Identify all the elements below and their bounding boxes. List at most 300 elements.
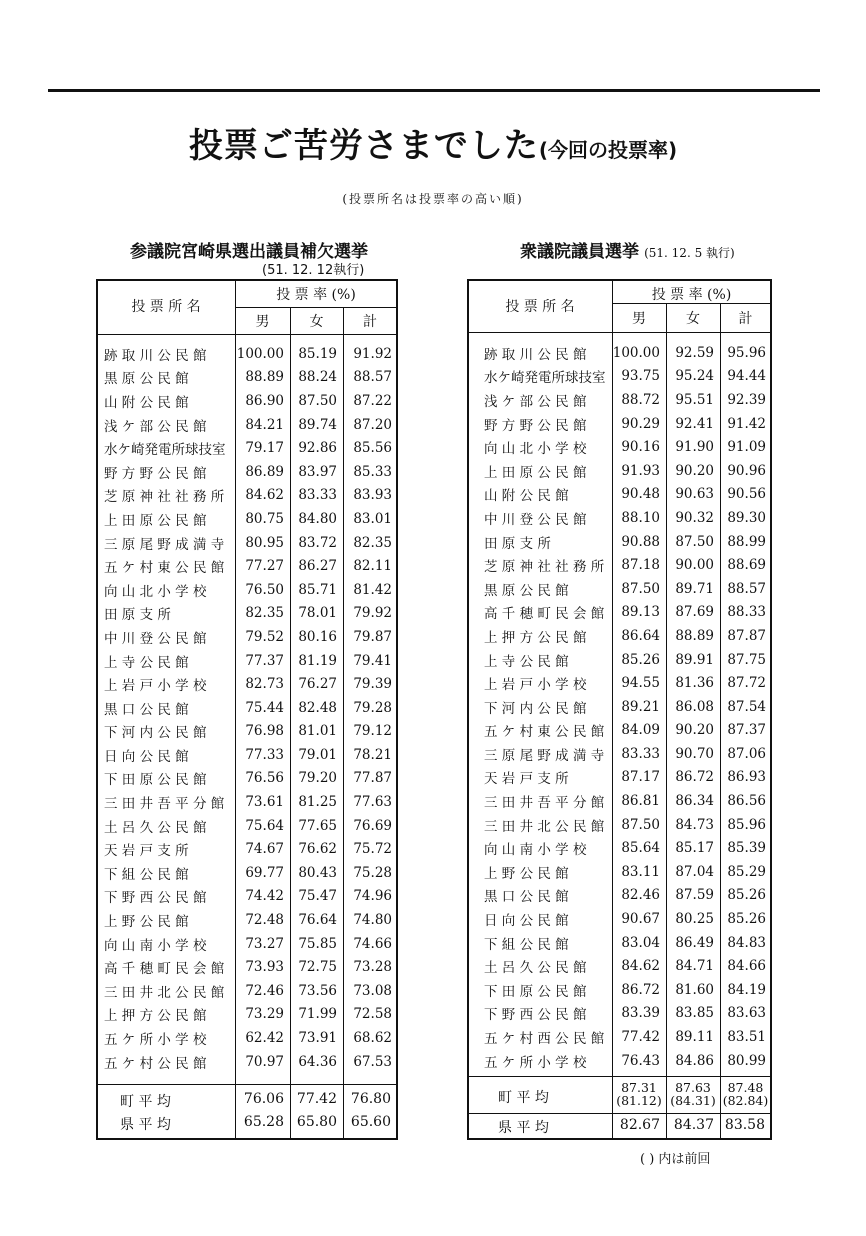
total-rate: 74.96 — [353, 888, 392, 905]
table-row — [484, 860, 772, 884]
polling-place: 浅 ケ 部 公 民 館 — [484, 393, 587, 410]
female-rate: 90.20 — [675, 462, 714, 479]
page-title — [0, 118, 866, 167]
female-rate: 81.19 — [298, 652, 337, 669]
polling-place: 上 野 公 民 館 — [484, 865, 569, 882]
male-rate: 83.11 — [621, 863, 660, 880]
total-rate: 84.66 — [727, 958, 766, 975]
right-election-date: (51. 12. 5 執行) — [644, 246, 735, 260]
footnote: ( ) 内は前回 — [640, 1152, 711, 1167]
male-rate: 82.73 — [245, 676, 284, 693]
total-rate: 95.96 — [727, 344, 766, 361]
total-rate: 79.92 — [353, 605, 392, 622]
polling-place: 田 原 支 所 — [484, 535, 551, 552]
polling-place: 上 寺 公 民 館 — [484, 653, 569, 670]
polling-place: 三 田 井 北 公 民 館 — [104, 984, 225, 1001]
total-rate: 85.56 — [353, 440, 392, 457]
table-row — [484, 412, 772, 436]
female-rate: 77.65 — [298, 817, 337, 834]
total-rate: 79.87 — [353, 628, 392, 645]
polling-place: 五 ケ 所 小 学 校 — [104, 1032, 207, 1049]
male-rate: 86.90 — [245, 392, 284, 409]
female-rate: 87.50 — [298, 392, 337, 409]
female-rate: 76.62 — [298, 841, 337, 858]
male-rate: 77.42 — [621, 1029, 660, 1046]
male-rate: 77.37 — [245, 652, 284, 669]
female-rate: 81.01 — [298, 723, 337, 740]
total-rate: 75.72 — [353, 841, 392, 858]
polling-place: 上 寺 公 民 館 — [104, 654, 189, 671]
table-row — [104, 837, 398, 861]
right-pref-avg-f: 84.37 — [673, 1117, 714, 1133]
polling-place: 下 河 内 公 民 館 — [484, 700, 587, 717]
total-rate: 78.21 — [353, 746, 392, 763]
table-row — [484, 836, 772, 860]
polling-place: 日 向 公 民 館 — [104, 748, 189, 765]
female-rate: 85.17 — [675, 840, 714, 857]
total-rate: 83.63 — [727, 1005, 766, 1022]
table-row — [484, 954, 772, 978]
polling-place: 中 川 登 公 民 館 — [484, 511, 587, 528]
polling-place: 高 千 穂 町 民 会 館 — [484, 606, 605, 623]
total-rate: 90.56 — [727, 486, 766, 503]
total-rate: 91.92 — [353, 345, 392, 362]
right-town-avg-f-now: 87.63 — [675, 1080, 711, 1095]
female-rate: 85.71 — [298, 581, 337, 598]
left-pref-avg-m: 65.28 — [243, 1114, 284, 1130]
table-row — [484, 459, 772, 483]
polling-place: 田 原 支 所 — [104, 607, 171, 624]
female-rate: 88.24 — [298, 369, 337, 386]
male-rate: 84.21 — [245, 416, 284, 433]
polling-place: 五 ケ 村 公 民 館 — [104, 1055, 207, 1072]
female-rate: 83.72 — [298, 534, 337, 551]
table-row — [484, 719, 772, 743]
male-rate: 87.18 — [621, 557, 660, 574]
female-rate: 95.24 — [675, 368, 714, 385]
total-rate: 72.58 — [353, 1006, 392, 1023]
total-rate: 91.09 — [727, 439, 766, 456]
polling-place: 黒 口 公 民 館 — [484, 889, 569, 906]
polling-place: 上 岩 戸 小 学 校 — [484, 677, 587, 694]
total-rate: 79.12 — [353, 723, 392, 740]
male-rate: 79.17 — [245, 440, 284, 457]
male-rate: 84.62 — [245, 487, 284, 504]
female-rate: 84.86 — [675, 1052, 714, 1069]
total-rate: 79.41 — [353, 652, 392, 669]
table-row — [104, 861, 398, 885]
male-rate: 82.46 — [621, 887, 660, 904]
male-rate: 86.72 — [621, 981, 660, 998]
total-rate: 82.11 — [353, 558, 392, 575]
male-rate: 86.81 — [621, 793, 660, 810]
total-rate: 85.29 — [727, 863, 766, 880]
polling-place: 下 野 西 公 民 館 — [104, 890, 207, 907]
male-rate: 90.16 — [621, 439, 660, 456]
table-row — [104, 743, 398, 767]
table-row — [484, 601, 772, 625]
total-rate: 67.53 — [353, 1053, 392, 1070]
male-rate: 75.44 — [245, 699, 284, 716]
table-row — [104, 436, 398, 460]
table-row — [104, 1050, 398, 1074]
total-rate: 80.99 — [727, 1052, 766, 1069]
female-rate: 79.20 — [298, 770, 337, 787]
total-rate: 90.96 — [727, 462, 766, 479]
right-town-avg-m-now: 87.31 — [621, 1080, 657, 1095]
polling-place: 三 原 尾 野 成 満 寺 — [484, 747, 605, 764]
total-rate: 73.08 — [353, 982, 392, 999]
left-town-avg-m: 76.06 — [243, 1091, 284, 1107]
male-rate: 74.42 — [245, 888, 284, 905]
female-rate: 88.89 — [675, 627, 714, 644]
female-rate: 76.64 — [298, 912, 337, 929]
table-row — [484, 341, 772, 365]
table-row — [484, 1025, 772, 1049]
total-rate: 87.37 — [727, 722, 766, 739]
female-rate: 91.90 — [675, 439, 714, 456]
polling-place: 五 ケ 村 東 公 民 館 — [104, 560, 225, 577]
table-row — [104, 625, 398, 649]
polling-place: 黒 原 公 民 館 — [104, 371, 189, 388]
left-header-bottom — [97, 334, 397, 335]
polling-place: 浅 ケ 部 公 民 館 — [104, 418, 207, 435]
total-rate: 87.72 — [727, 675, 766, 692]
male-rate: 76.98 — [245, 723, 284, 740]
polling-place: 下 田 原 公 民 館 — [484, 983, 587, 1000]
total-rate: 87.54 — [727, 698, 766, 715]
table-row — [104, 531, 398, 555]
male-rate: 77.33 — [245, 746, 284, 763]
table-row — [484, 789, 772, 813]
male-rate: 84.62 — [621, 958, 660, 975]
male-rate: 76.56 — [245, 770, 284, 787]
table-row — [484, 388, 772, 412]
right-footer-top — [468, 1076, 771, 1077]
table-row — [104, 602, 398, 626]
polling-place: 上 岩 戸 小 学 校 — [104, 678, 207, 695]
polling-place: 高 千 穂 町 民 会 館 — [104, 961, 225, 978]
male-rate: 82.35 — [245, 605, 284, 622]
male-rate: 80.75 — [245, 510, 284, 527]
polling-place: 向 山 北 小 学 校 — [104, 583, 207, 600]
male-rate: 62.42 — [245, 1030, 284, 1047]
female-rate: 86.49 — [675, 934, 714, 951]
male-rate: 91.93 — [621, 462, 660, 479]
male-rate: 90.88 — [621, 533, 660, 550]
male-rate: 70.97 — [245, 1053, 284, 1070]
polling-place: 土 呂 久 公 民 館 — [484, 960, 587, 977]
male-rate: 100.00 — [612, 344, 660, 361]
polling-place: 山 附 公 民 館 — [484, 488, 569, 505]
total-rate: 79.28 — [353, 699, 392, 716]
polling-place: 上 田 原 公 民 館 — [104, 512, 207, 529]
table-row — [104, 484, 398, 508]
left-header-total: 計 — [363, 314, 377, 330]
female-rate: 80.25 — [675, 911, 714, 928]
polling-place: 芝 原 神 社 社 務 所 — [104, 489, 225, 506]
total-rate: 85.96 — [727, 816, 766, 833]
female-rate: 80.16 — [298, 628, 337, 645]
male-rate: 90.29 — [621, 415, 660, 432]
table-row — [104, 460, 398, 484]
male-rate: 85.64 — [621, 840, 660, 857]
female-rate: 84.71 — [675, 958, 714, 975]
table-row — [484, 435, 772, 459]
total-rate: 94.44 — [727, 368, 766, 385]
male-rate: 100.00 — [236, 345, 284, 362]
polling-place: 黒 原 公 民 館 — [484, 582, 569, 599]
total-rate: 82.35 — [353, 534, 392, 551]
male-rate: 76.43 — [621, 1052, 660, 1069]
total-rate: 77.87 — [353, 770, 392, 787]
male-rate: 83.39 — [621, 1005, 660, 1022]
table-row — [104, 790, 398, 814]
polling-place: 向 山 南 小 学 校 — [484, 842, 587, 859]
left-town-avg-f: 77.42 — [296, 1091, 337, 1107]
female-rate: 72.75 — [298, 959, 337, 976]
male-rate: 72.48 — [245, 912, 284, 929]
table-row — [484, 553, 772, 577]
polling-place: 下 組 公 民 館 — [104, 866, 189, 883]
female-rate: 75.47 — [298, 888, 337, 905]
table-row — [104, 342, 398, 366]
total-rate: 85.39 — [727, 840, 766, 857]
left-header-male: 男 — [255, 314, 270, 330]
table-row — [484, 884, 772, 908]
total-rate: 81.42 — [353, 581, 392, 598]
table-row — [484, 1049, 772, 1073]
male-rate: 73.93 — [245, 959, 284, 976]
table-row — [484, 742, 772, 766]
male-rate: 73.61 — [245, 794, 284, 811]
female-rate: 92.41 — [675, 415, 714, 432]
female-rate: 84.80 — [298, 510, 337, 527]
male-rate: 89.21 — [621, 698, 660, 715]
right-town-avg-f — [666, 1081, 720, 1107]
table-row — [104, 554, 398, 578]
total-rate: 88.33 — [727, 604, 766, 621]
polling-place: 下 河 内 公 民 館 — [104, 725, 207, 742]
male-rate: 88.72 — [621, 391, 660, 408]
female-rate: 90.63 — [675, 486, 714, 503]
female-rate: 83.33 — [298, 487, 337, 504]
female-rate: 81.25 — [298, 794, 337, 811]
female-rate: 90.70 — [675, 745, 714, 762]
male-rate: 72.46 — [245, 982, 284, 999]
male-rate: 83.33 — [621, 745, 660, 762]
total-rate: 77.63 — [353, 794, 392, 811]
title-main: 投票ご苦労さまでした — [188, 126, 539, 166]
table-row — [484, 671, 772, 695]
total-rate: 83.51 — [727, 1029, 766, 1046]
left-header-rate: 投 票 率 (%) — [276, 287, 356, 303]
right-header-rate: 投 票 率 (%) — [651, 287, 732, 303]
total-rate: 83.93 — [353, 487, 392, 504]
polling-place: 下 野 西 公 民 館 — [484, 1007, 587, 1024]
polling-place: 山 附 公 民 館 — [104, 394, 189, 411]
total-rate: 87.87 — [727, 627, 766, 644]
male-rate: 79.52 — [245, 628, 284, 645]
polling-place: 天 岩 戸 支 所 — [104, 843, 189, 860]
table-row — [484, 695, 772, 719]
right-election-title — [520, 237, 735, 262]
polling-place: 五 ケ 所 小 学 校 — [484, 1054, 587, 1071]
table-row — [484, 577, 772, 601]
polling-place: 上 田 原 公 民 館 — [484, 464, 587, 481]
table-row — [104, 672, 398, 696]
female-rate: 89.74 — [298, 416, 337, 433]
right-town-avg-f-prev: (84.31) — [670, 1093, 716, 1108]
right-town-avg-label: 町 平 均 — [498, 1090, 549, 1106]
total-rate: 86.93 — [727, 769, 766, 786]
right-town-avg-t — [720, 1081, 771, 1107]
polling-place: 土 呂 久 公 民 館 — [104, 819, 207, 836]
right-header-total: 計 — [738, 311, 753, 327]
total-rate: 88.57 — [727, 580, 766, 597]
female-rate: 78.01 — [298, 605, 337, 622]
left-town-avg-t: 76.80 — [350, 1091, 391, 1107]
male-rate: 80.95 — [245, 534, 284, 551]
female-rate: 90.32 — [675, 509, 714, 526]
total-rate: 74.66 — [353, 935, 392, 952]
table-row — [484, 766, 772, 790]
polling-place: 三 田 井 北 公 民 館 — [484, 818, 605, 835]
male-rate: 69.77 — [245, 864, 284, 881]
female-rate: 87.59 — [675, 887, 714, 904]
female-rate: 86.27 — [298, 558, 337, 575]
table-row — [104, 814, 398, 838]
male-rate: 87.17 — [621, 769, 660, 786]
total-rate: 91.42 — [727, 415, 766, 432]
total-rate: 76.69 — [353, 817, 392, 834]
male-rate: 86.89 — [245, 463, 284, 480]
polling-place: 日 向 公 民 館 — [484, 913, 569, 930]
male-rate: 86.64 — [621, 627, 660, 644]
male-rate: 90.48 — [621, 486, 660, 503]
table-row — [484, 506, 772, 530]
table-row — [484, 978, 772, 1002]
male-rate: 87.50 — [621, 580, 660, 597]
table-row — [484, 365, 772, 389]
female-rate: 83.85 — [675, 1005, 714, 1022]
polling-place: 水ケ崎発電所球技室 — [484, 370, 606, 387]
polling-place: 水ケ崎発電所球技室 — [104, 442, 226, 459]
total-rate: 87.75 — [727, 651, 766, 668]
table-row — [104, 578, 398, 602]
right-header-place: 投 票 所 名 — [505, 299, 575, 315]
total-rate: 73.28 — [353, 959, 392, 976]
left-title-text: 参議院宮崎県選出議員補欠選挙 — [130, 242, 368, 262]
female-rate: 89.11 — [675, 1029, 714, 1046]
table-row — [104, 649, 398, 673]
table-row — [104, 389, 398, 413]
right-pref-avg-label: 県 平 均 — [498, 1120, 549, 1136]
female-rate: 92.59 — [675, 344, 714, 361]
polling-place: 三 原 尾 野 成 満 寺 — [104, 536, 225, 553]
male-rate: 89.13 — [621, 604, 660, 621]
total-rate: 84.19 — [727, 981, 766, 998]
male-rate: 76.50 — [245, 581, 284, 598]
table-row — [104, 955, 398, 979]
polling-place: 天 岩 戸 支 所 — [484, 771, 569, 788]
right-pref-avg-m: 82.67 — [619, 1117, 660, 1133]
table-row — [104, 696, 398, 720]
female-rate: 71.99 — [298, 1006, 337, 1023]
female-rate: 75.85 — [298, 935, 337, 952]
right-town-avg-t-prev: (82.84) — [722, 1093, 769, 1108]
polling-place: 上 押 方 公 民 館 — [484, 629, 587, 646]
total-rate: 79.39 — [353, 676, 392, 693]
total-rate: 85.26 — [727, 911, 766, 928]
female-rate: 84.73 — [675, 816, 714, 833]
sort-note: (投票所名は投票率の高い順) — [342, 192, 524, 206]
male-rate: 74.67 — [245, 841, 284, 858]
female-rate: 73.91 — [298, 1030, 337, 1047]
male-rate: 83.04 — [621, 934, 660, 951]
female-rate: 90.20 — [675, 722, 714, 739]
table-row — [484, 648, 772, 672]
male-rate: 93.75 — [621, 368, 660, 385]
left-header-place: 投 票 所 名 — [131, 299, 201, 315]
polling-place: 下 組 公 民 館 — [484, 936, 569, 953]
table-row — [104, 979, 398, 1003]
total-rate: 88.57 — [353, 369, 392, 386]
male-rate: 88.10 — [621, 509, 660, 526]
right-header-female: 女 — [686, 311, 700, 327]
male-rate: 94.55 — [621, 675, 660, 692]
total-rate: 86.56 — [727, 793, 766, 810]
polling-place: 三 田 井 吾 平 分 館 — [104, 796, 225, 813]
female-rate: 73.56 — [298, 982, 337, 999]
right-town-avg-t-now: 87.48 — [727, 1080, 764, 1095]
table-row — [104, 1026, 398, 1050]
total-rate: 68.62 — [353, 1030, 392, 1047]
female-rate: 95.51 — [675, 391, 714, 408]
female-rate: 89.91 — [675, 651, 714, 668]
left-pref-avg-label: 県 平 均 — [120, 1117, 171, 1133]
male-rate: 90.67 — [621, 911, 660, 928]
male-rate: 73.29 — [245, 1006, 284, 1023]
female-rate: 90.00 — [675, 557, 714, 574]
female-rate: 92.86 — [298, 440, 337, 457]
female-rate: 80.43 — [298, 864, 337, 881]
total-rate: 87.20 — [353, 416, 392, 433]
polling-place: 五 ケ 村 東 公 民 館 — [484, 724, 605, 741]
table-row — [484, 624, 772, 648]
table-row — [484, 1002, 772, 1026]
table-row — [104, 720, 398, 744]
total-rate: 88.69 — [727, 557, 766, 574]
table-row — [104, 413, 398, 437]
right-header-bottom — [468, 332, 771, 333]
table-row — [104, 507, 398, 531]
right-footer-mid — [468, 1113, 771, 1114]
right-header-male: 男 — [632, 311, 646, 327]
polling-place: 中 川 登 公 民 館 — [104, 630, 207, 647]
female-rate: 87.04 — [675, 863, 714, 880]
total-rate: 87.22 — [353, 392, 392, 409]
right-town-avg-m-prev: (81.12) — [616, 1093, 662, 1108]
female-rate: 85.19 — [298, 345, 337, 362]
polling-place: 野 方 野 公 民 館 — [484, 417, 587, 434]
table-row — [104, 885, 398, 909]
table-row — [484, 931, 772, 955]
polling-place: 五 ケ 村 西 公 民 館 — [484, 1031, 605, 1048]
female-rate: 64.36 — [298, 1053, 337, 1070]
left-election-date: (51. 12. 12執行) — [262, 263, 365, 278]
female-rate: 76.27 — [298, 676, 337, 693]
